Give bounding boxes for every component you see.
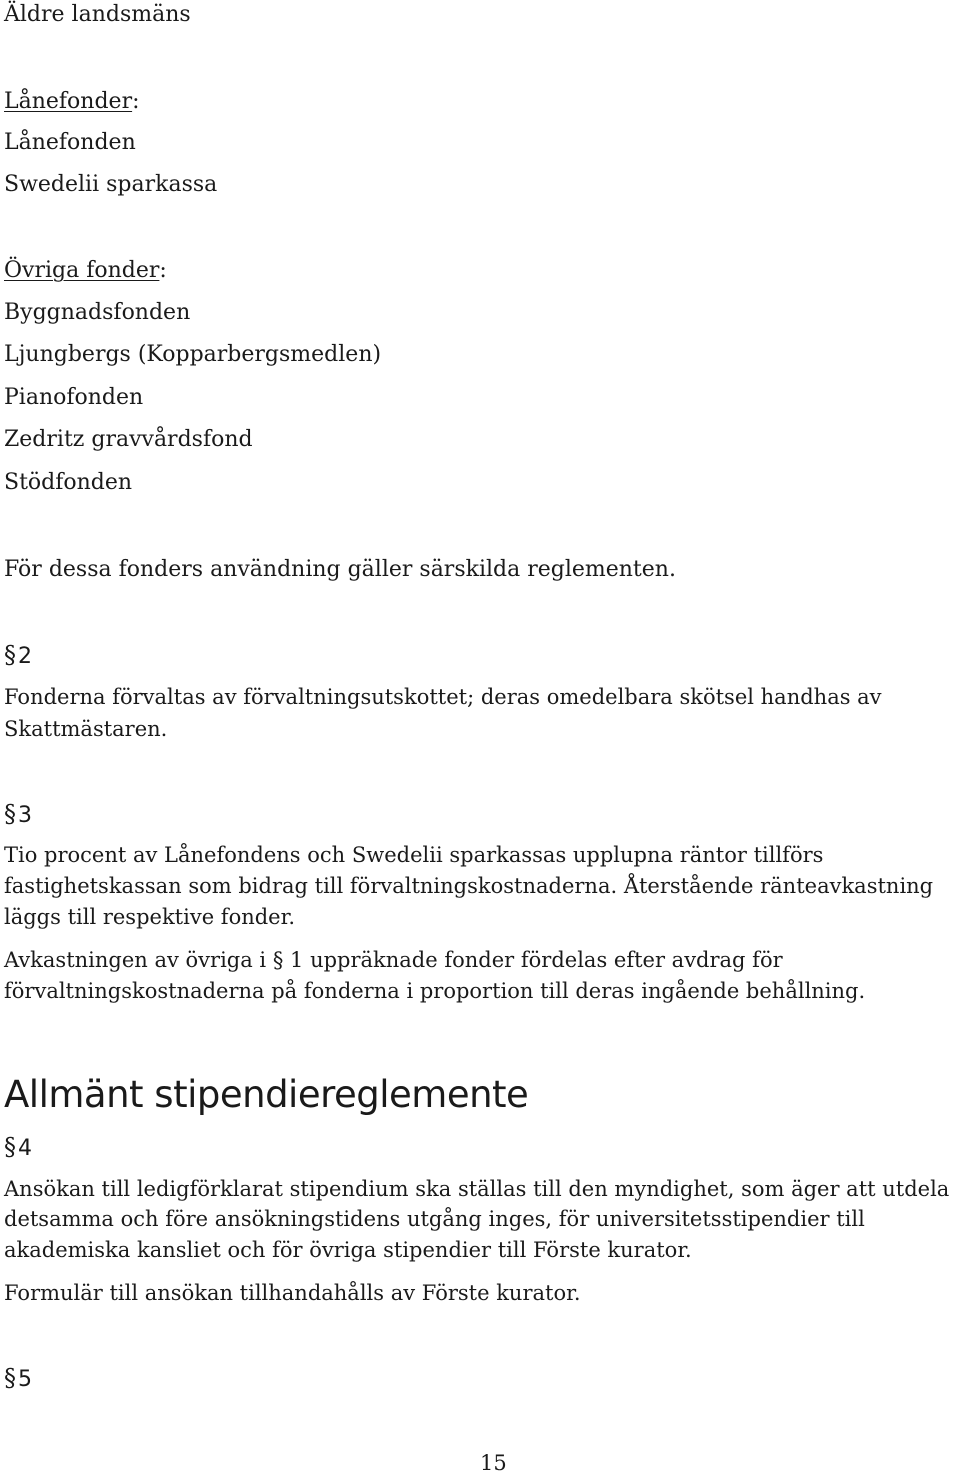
section-2-line: Fonderna förvaltas av förvaltningsutskottet; deras omedelbara skötsel handhas av (4, 685, 882, 709)
section-2-line: Skattmästaren. (4, 717, 168, 741)
section-3-line: läggs till respektive fonder. (4, 905, 296, 929)
section-4-line: Ansökan till ledigförklarat stipendium ska ställas till den myndighet, som äger att utdela (4, 1177, 950, 1201)
section-symbol: § (272, 948, 284, 972)
text-run: 1 uppräknade fonder fördelas efter avdrag för (290, 948, 783, 972)
section-4-line: akademiska kansliet och för övriga stipendier till Förste kurator. (4, 1238, 692, 1262)
page-heading: Allmänt stipendiereglemente (4, 1073, 529, 1116)
section-symbol: § (4, 1364, 16, 1392)
section-4-line: detsamma och före ansökningstidens utgång inges, för universitetsstipendier till (4, 1207, 865, 1231)
list-item: Swedelii sparkassa (4, 172, 218, 197)
page-number: 15 (480, 1451, 507, 1475)
section-4-heading (4, 1133, 32, 1163)
list-item: Byggnadsfonden (4, 300, 191, 325)
section-symbol: § (4, 641, 16, 669)
list-item: Zedritz gravvårdsfond (4, 427, 253, 452)
reglementen-note: För dessa fonders användning gäller särskilda reglementen. (4, 557, 676, 582)
section-number: 5 (18, 1367, 32, 1392)
section-3-line (4, 946, 783, 974)
list-item: Ljungbergs (Kopparbergsmedlen) (4, 342, 382, 367)
lanefonder-heading (4, 88, 140, 116)
list-item: Lånefonden (4, 130, 136, 155)
section-number: 3 (18, 803, 32, 828)
lanefonder-heading-colon: : (132, 89, 140, 114)
section-3-line: förvaltningskostnaderna på fonderna i proportion till deras ingående behållning. (4, 979, 866, 1003)
lanefonder-heading-text: Lånefonder (4, 89, 133, 114)
section-number: 2 (18, 644, 32, 669)
ovriga-fonder-heading-colon: : (159, 258, 167, 283)
section-3-line: Tio procent av Lånefondens och Swedelii sparkassas upplupna räntor tillförs (4, 843, 824, 867)
text-run: Avkastningen av övriga i (4, 948, 267, 972)
list-item: Stödfonden (4, 470, 133, 495)
section-3-heading (4, 800, 32, 830)
section-4-line: Formulär till ansökan tillhandahålls av Förste kurator. (4, 1281, 581, 1305)
section-number: 4 (18, 1136, 32, 1161)
section-2-heading (4, 641, 32, 671)
section-5-heading (4, 1364, 32, 1394)
section-symbol: § (4, 800, 16, 828)
section-symbol: § (4, 1133, 16, 1161)
ovriga-fonder-heading-text: Övriga fonder (4, 258, 160, 283)
list-item: Pianofonden (4, 385, 144, 410)
section-3-line: fastighetskassan som bidrag till förvaltningskostnaderna. Återstående ränteavkastning (4, 874, 934, 898)
ovriga-fonder-heading (4, 257, 167, 285)
top-line: Äldre landsmäns (4, 2, 191, 27)
